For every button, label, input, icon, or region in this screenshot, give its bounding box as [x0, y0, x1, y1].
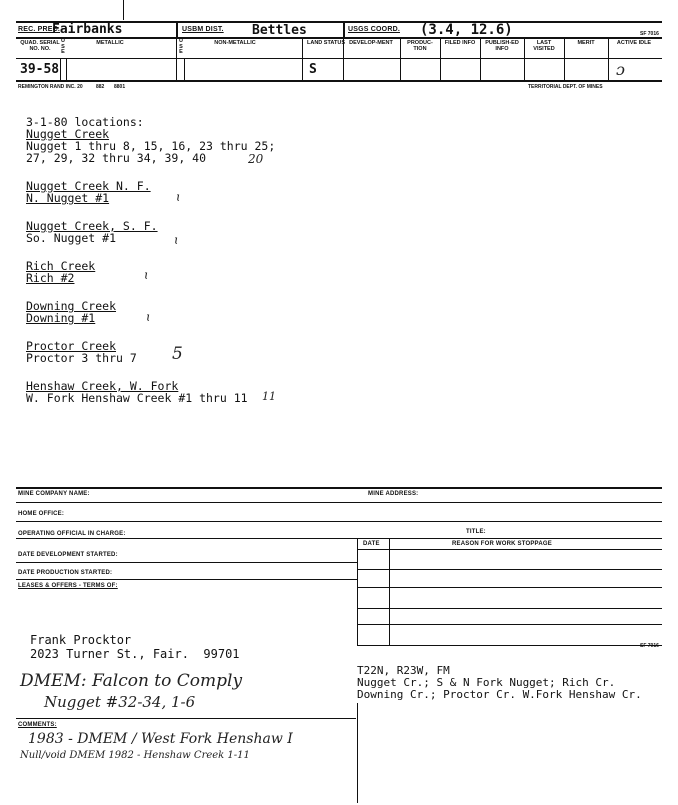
header-mid-rule: [16, 37, 662, 39]
group-henshaw-creek: [26, 380, 248, 404]
col-quad: QUAD. SERIAL NO. NO.: [20, 40, 60, 52]
usbm-dist-value: Bettles: [252, 23, 307, 38]
stoppage-table-left: [357, 538, 358, 646]
lower-divider: [357, 703, 358, 803]
date-production-label: DATE PRODUCTION STARTED:: [18, 570, 113, 576]
group-downing-creek: [26, 300, 116, 324]
date-development-label: DATE DEVELOPMENT STARTED:: [18, 552, 118, 558]
claims-line: Downing #1: [26, 311, 96, 325]
rule: [16, 579, 357, 580]
divider: [480, 37, 481, 80]
mine-address-label: MINE ADDRESS:: [368, 491, 419, 497]
comment-2: Null/void DMEM 1982 - Henshaw Creek 1-11: [20, 750, 250, 761]
divider: [184, 58, 185, 80]
header-block: [0, 0, 678, 90]
header-labels-rule: [16, 58, 662, 59]
col-nonmetallic: NON-METALLIC: [214, 40, 256, 46]
group-nugget-creek-sf: [26, 220, 158, 244]
quad-serial-value: 39-58: [20, 62, 60, 77]
printer-num: 8801: [114, 84, 126, 90]
creek-name: Proctor Creek: [26, 339, 117, 353]
col-production: PRODUC-TION: [407, 40, 433, 52]
count-mark: 11: [262, 390, 276, 403]
creek-name: Nugget Creek: [26, 127, 110, 141]
col-filed-info: FILED INFO: [444, 40, 476, 46]
leases-label: LEASES & OFFERS - TERMS OF:: [18, 583, 118, 589]
rule: [16, 502, 662, 503]
rule: [357, 569, 662, 570]
creek-name: Nugget Creek, S. F.: [26, 219, 158, 233]
usgs-coord-value: (3.4, 12.6): [420, 22, 513, 38]
printer-label: REMINGTON RAND INC. 20: [18, 84, 83, 90]
divider: [400, 37, 401, 80]
form-code-top: SF 7016: [640, 31, 659, 37]
rule: [16, 562, 357, 563]
claims-line: So. Nugget #1: [26, 231, 117, 245]
count-mark: ɩ: [144, 268, 149, 282]
owner-name: Frank Procktor: [30, 633, 132, 647]
group-proctor-creek: [26, 340, 137, 364]
rec-prec-value: Fairbanks: [52, 22, 123, 37]
territorial-label: TERRITORIAL DEPT. OF MINES: [528, 84, 603, 90]
active-mark: ɔ: [616, 60, 625, 79]
count-mark: ɩ: [176, 190, 181, 204]
stoppage-table-divider: [389, 538, 390, 646]
rule: [357, 549, 662, 550]
land-status-value: S: [309, 62, 317, 77]
form-code-bottom: SF 7016: [640, 643, 659, 649]
date-col-label: DATE: [363, 541, 380, 547]
count-mark: 5: [172, 344, 183, 364]
col-published-info: PUBLISH-ED INFO: [485, 40, 519, 52]
count-mark: ɩ: [146, 310, 151, 324]
comments-label: COMMENTS:: [18, 722, 57, 728]
location-line: Downing Cr.; Proctor Cr. W.Fork Henshaw Cr.: [357, 688, 642, 701]
divider: [608, 37, 609, 80]
col-metallic: METALLIC: [96, 40, 124, 46]
rule: [16, 538, 662, 539]
rule: [357, 587, 662, 588]
divider: [66, 58, 67, 80]
mini-letters-2: U S E: [179, 38, 183, 55]
rule: [16, 521, 662, 522]
divider: [524, 37, 525, 80]
usgs-coord-label: USGS COORD.: [348, 26, 400, 33]
divider: [343, 37, 344, 80]
usbm-dist-label: USBM DIST.: [182, 26, 224, 33]
claims-line: Proctor 3 thru 7: [26, 351, 137, 365]
creek-name: Downing Creek: [26, 299, 117, 313]
divider: [60, 58, 61, 80]
divider: [176, 21, 178, 37]
top-tick: [123, 0, 124, 20]
owner-address: 2023 Turner St., Fair. 99701: [30, 647, 240, 661]
title-label: TITLE:: [466, 529, 486, 535]
locations-intro: 3-1-80 locations:: [26, 115, 144, 129]
location-line: T22N, R23W, FM: [357, 664, 450, 677]
rule: [357, 624, 662, 625]
mini-letters-1: U S E: [61, 38, 65, 55]
group-nugget-creek: [26, 128, 275, 164]
rule: [16, 718, 356, 719]
lower-form: [0, 475, 678, 805]
operating-official-label: OPERATING OFFICIAL IN CHARGE:: [18, 531, 126, 537]
creek-name: Rich Creek: [26, 259, 96, 273]
hand-note-1: DMEM: Falcon to Comply: [20, 671, 243, 691]
rec-prec-label: REC. PREC.: [18, 26, 61, 33]
group-nugget-creek-nf: [26, 180, 151, 204]
count-mark: 20: [248, 152, 264, 166]
col-merit: MERIT: [577, 40, 595, 46]
home-office-label: HOME OFFICE:: [18, 511, 65, 517]
col-active-idle: ACTIVE IDLE: [616, 40, 652, 46]
rule: [357, 608, 662, 609]
group-rich-creek: [26, 260, 95, 284]
printer-code: 882: [96, 84, 105, 90]
count-mark: ɩ: [174, 233, 179, 247]
hand-note-2: Nugget #32-34, 1-6: [44, 693, 196, 711]
mine-company-label: MINE COMPANY NAME:: [18, 491, 90, 497]
claims-line: N. Nugget #1: [26, 191, 110, 205]
creek-name: Henshaw Creek, W. Fork: [26, 379, 179, 393]
col-last-visited: LAST VISITED: [533, 40, 555, 52]
claims-line: Rich #2: [26, 271, 75, 285]
divider: [176, 37, 177, 80]
comment-1: 1983 - DMEM / West Fork Henshaw I: [28, 731, 293, 747]
creek-name: Nugget Creek N. F.: [26, 179, 151, 193]
divider: [343, 21, 345, 37]
divider: [440, 37, 441, 80]
col-land-status: LAND STATUS: [307, 40, 345, 46]
claims-line: Nugget 1 thru 8, 15, 16, 23 thru 25;: [26, 139, 276, 153]
claims-line: W. Fork Henshaw Creek #1 thru 11: [26, 391, 248, 405]
rule: [357, 645, 662, 646]
header-bottom-rule: [16, 80, 662, 82]
form-top-rule: [16, 487, 662, 489]
location-line: Nugget Cr.; S & N Fork Nugget; Rich Cr.: [357, 676, 616, 689]
divider: [564, 37, 565, 80]
claims-line: 27, 29, 32 thru 34, 39, 40: [26, 151, 207, 165]
reason-col-label: REASON FOR WORK STOPPAGE: [452, 541, 552, 547]
divider: [302, 37, 303, 80]
col-development: DEVELOP-MENT: [349, 40, 393, 46]
